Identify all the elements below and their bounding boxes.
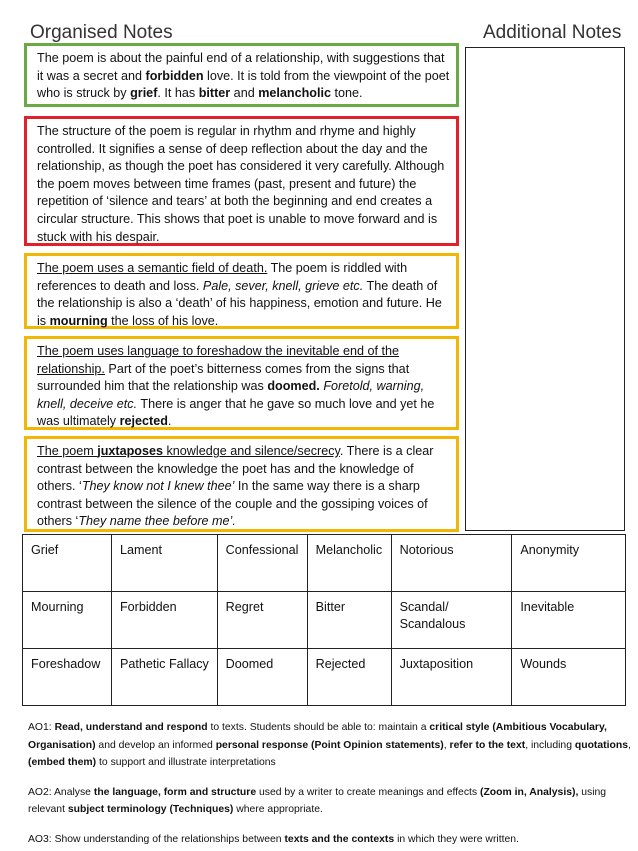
ao-text: to texts. Students should be able to: maintain a bbox=[207, 722, 430, 733]
table-cell: Lament bbox=[111, 535, 217, 592]
table-cell: Foreshadow bbox=[23, 649, 112, 706]
additional-notes-box bbox=[465, 47, 625, 531]
ao-text: using relevant bbox=[28, 786, 607, 816]
juxtaposition-note-box bbox=[24, 436, 459, 532]
table-cell: Anonymity bbox=[512, 535, 626, 592]
note-heading: The poem bbox=[37, 444, 98, 458]
quote-examples: Pale, sever, knell, grieve etc. bbox=[202, 278, 364, 293]
ao-keyword: Read, understand and respond bbox=[54, 722, 208, 733]
table-cell: Notorious bbox=[391, 535, 512, 592]
ao-text: , including bbox=[525, 739, 575, 751]
table-cell: Juxtaposition bbox=[391, 649, 512, 706]
table-row bbox=[23, 592, 626, 649]
table-cell: Doomed bbox=[217, 649, 307, 706]
vocabulary-table bbox=[22, 534, 626, 706]
note-text: tone. bbox=[331, 86, 363, 101]
ao-text: , bbox=[443, 739, 450, 751]
quote: They know not I knew thee’ bbox=[81, 479, 235, 494]
ao-text: AO2: Analyse bbox=[28, 786, 94, 798]
note-text: The structure of the poem is regular in rhythm and rhyme and highly controlled. It signifies a sense of deep reflection about the day and the relationship, as though the poet has considered it very carefully. Although the poem moves between time frames (past, present and future) the repetition of ‘silence and tears’ at both the beginning and end creates a circular structure. This shows that poet is unable to move forward and is stuck with his despair. bbox=[37, 124, 445, 244]
note-text: . bbox=[167, 414, 172, 429]
keyword-bitter: bitter bbox=[198, 86, 231, 101]
ao-text: AO1: bbox=[28, 722, 55, 733]
table-cell: Inevitable bbox=[512, 592, 626, 649]
note-text: . It has bbox=[157, 86, 199, 101]
note-text: Part of the poet’s bitterness comes from the signs that surrounded him that the relationship was bbox=[37, 361, 410, 394]
ao-text: and develop an informed bbox=[95, 739, 216, 751]
ao-text: used by a writer to create meanings and effects bbox=[256, 786, 480, 798]
assessment-objectives bbox=[28, 719, 632, 851]
ao-keyword: (Zoom in, Analysis), bbox=[480, 786, 579, 798]
ao-keyword: (embed them) bbox=[28, 757, 97, 769]
note-text: love. It is told from the viewpoint of the poet who is struck by bbox=[37, 68, 450, 101]
table-cell: Wounds bbox=[512, 649, 626, 706]
quote: They name thee before me’. bbox=[78, 514, 236, 529]
organised-notes-heading: Organised Notes bbox=[30, 22, 173, 43]
table-cell: Confessional bbox=[217, 535, 307, 592]
table-cell: Scandal/ Scandalous bbox=[391, 592, 512, 649]
death-note-box bbox=[24, 253, 459, 329]
note-text: . There is a clear contrast between the knowledge the poet has and the knowledge of others. ‘ bbox=[37, 444, 434, 494]
ao2-paragraph bbox=[28, 784, 632, 819]
keyword-juxtaposes: juxtaposes bbox=[97, 444, 163, 458]
ao-keyword: the language, form and structure bbox=[93, 786, 257, 798]
note-heading: The poem uses language to foreshadow the inevitable end of the relationship. bbox=[37, 344, 399, 376]
table-row bbox=[23, 535, 626, 592]
ao-keyword: subject terminology (Techniques) bbox=[67, 804, 234, 816]
note-text: The poem is about the painful end of a relationship, with suggestions that it was a secret and bbox=[37, 51, 445, 83]
table-cell: Regret bbox=[217, 592, 307, 649]
ao-text: AO3: Show understanding of the relationships between bbox=[28, 833, 285, 845]
note-heading: The poem uses a semantic field of death. bbox=[37, 261, 268, 275]
note-heading: knowledge and silence/secrecy bbox=[163, 444, 340, 458]
ao1-paragraph bbox=[28, 719, 632, 772]
table-cell: Bitter bbox=[307, 592, 391, 649]
ao-text: to support and illustrate interpretations bbox=[96, 757, 276, 769]
keyword-grief: grief bbox=[130, 86, 158, 101]
table-cell: Forbidden bbox=[111, 592, 217, 649]
table-cell: Grief bbox=[23, 535, 112, 592]
ao-text: in which they were written. bbox=[394, 833, 519, 845]
note-text: The death of the relationship is also a ‘death’ of his happiness, emotion and future. He is bbox=[37, 278, 442, 328]
ao-keyword: personal response (Point Opinion statements) bbox=[215, 739, 444, 751]
table-cell: Melancholic bbox=[307, 535, 391, 592]
keyword-forbidden: forbidden bbox=[145, 68, 204, 83]
note-text: There is anger that he gave so much love and yet he was ultimately bbox=[37, 396, 435, 429]
summary-note-box bbox=[24, 43, 459, 107]
ao-text: , bbox=[627, 739, 631, 751]
structure-note-box bbox=[24, 116, 459, 246]
keyword-melancholic: melancholic bbox=[258, 86, 331, 101]
note-text: the loss of his love. bbox=[107, 313, 219, 328]
ao-text: where appropriate. bbox=[233, 804, 323, 816]
note-text: The poem is riddled with references to death and loss. bbox=[37, 261, 408, 293]
quote-examples: Foretold, warning, knell, deceive etc. bbox=[37, 379, 425, 411]
ao-keyword: texts and the contexts bbox=[284, 833, 395, 845]
note-text: and bbox=[230, 86, 259, 101]
table-row bbox=[23, 649, 626, 706]
ao-keyword: refer to the text bbox=[449, 739, 526, 751]
table-cell: Rejected bbox=[307, 649, 391, 706]
additional-notes-heading: Additional Notes bbox=[483, 22, 622, 43]
keyword-doomed: doomed. bbox=[267, 379, 320, 394]
table-cell: Mourning bbox=[23, 592, 112, 649]
note-text: In the same way there is a sharp contrast between the silence of the couple and the gossiping voices of others ‘ bbox=[37, 479, 428, 529]
table-cell: Pathetic Fallacy bbox=[111, 649, 217, 706]
ao3-paragraph bbox=[28, 831, 632, 849]
keyword-rejected: rejected bbox=[119, 414, 168, 429]
keyword-mourning: mourning bbox=[49, 313, 108, 328]
foreshadow-note-box bbox=[24, 336, 459, 430]
ao-keyword: quotations bbox=[574, 739, 628, 751]
ao-keyword: critical style (Ambitious Vocabulary, Organisation) bbox=[28, 722, 607, 751]
